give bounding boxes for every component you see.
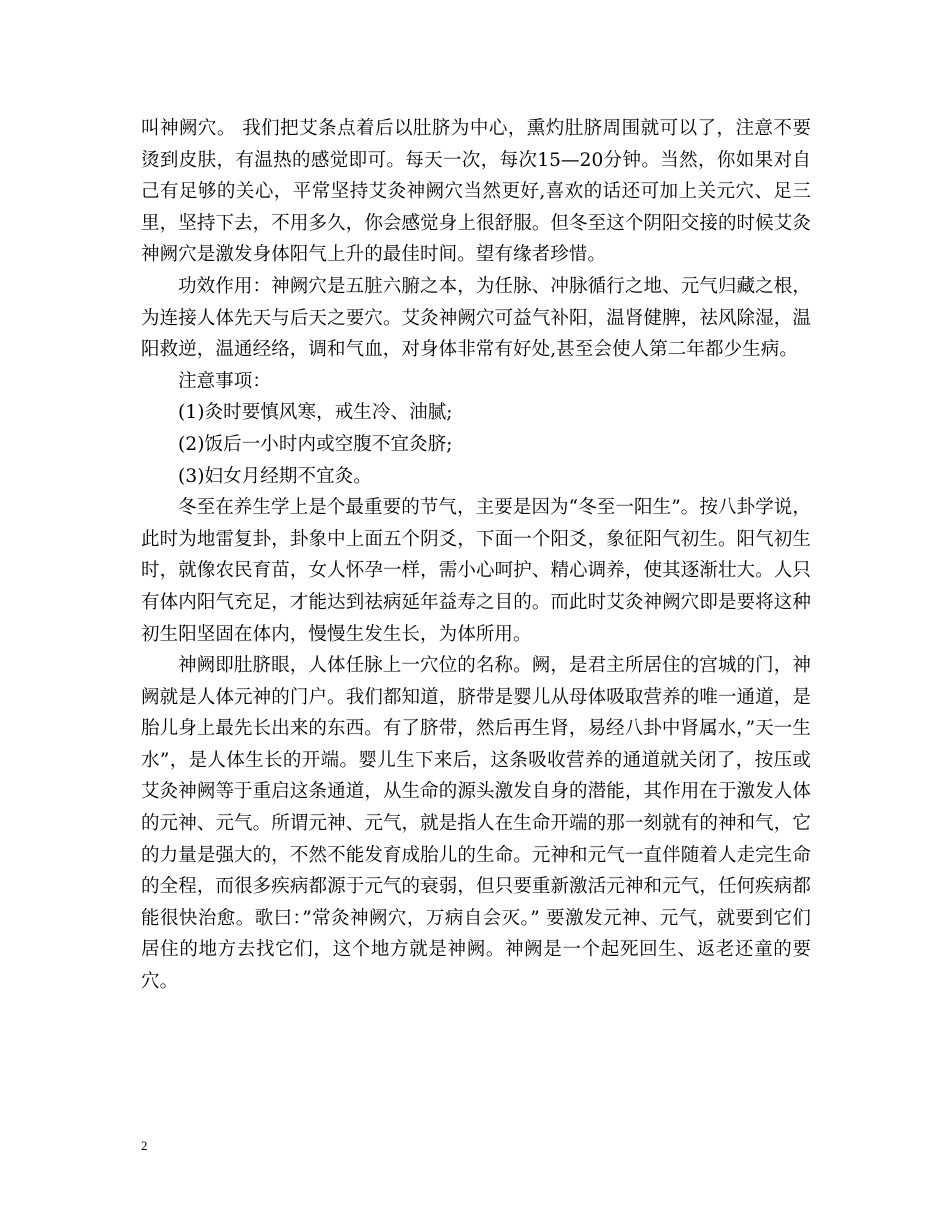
paragraph-shenque-explanation: 神阙即肚脐眼，人体任脉上一穴位的名称。阙，是君主所居住的宫城的门，神阙就是人体元神的门户。我们都知道，脐带是婴儿从母体吸取营养的唯一通道，是胎儿身上最先长出来的东西。有了脐带，然后再生肾，易经八卦中肾属水，”天一生水”，是人体生长的开端。婴儿生下来后，这条吸收营养的通道就关闭了，按压或艾灸神阙等于重启这条通道，从生命的源头激发自身的潜能，其作用在于激发人体的元神、元气。所谓元神、元气，就是指人在生命开端的那一刻就有的神和气，它的力量是强大的，不然不能发育成胎儿的生命。元神和元气一直伴随着人走完生命的全程，而很多疾病都源于元气的衰弱，但只要重新激活元神和元气，任何疾病都能很快治愈。歌曰：”常灸神阙穴，万病自会灭。” 要激发元神、元气，就要到它们居住的地方去找它们，这个地方就是神阙。神阙是一个起死回生、返老还童的要穴。	[141, 655, 811, 993]
paragraph-precaution-1: (1)灸时要慎风寒，戒生冷、油腻;	[178, 402, 453, 424]
paragraph-precaution-2: (2)饭后一小时内或空腹不宜灸脐;	[178, 433, 453, 455]
page-number: 2	[141, 1138, 148, 1153]
paragraph-precautions-heading: 注意事项：	[178, 370, 272, 392]
paragraph-effects: 功效作用：神阙穴是五脏六腑之本，为任脉、冲脉循行之地、元气归藏之根，为连接人体先天与后天之要穴。艾灸神阙穴可益气补阳，温肾健脾，祛风除湿，温阳救逆，温通经络，调和气血，对身体非常有好处,甚至会使人第二年都少生病。	[141, 275, 811, 361]
paragraph-winter-solstice: 冬至在养生学上是个最重要的节气，主要是因为“冬至一阳生”。按八卦学说，此时为地雷复卦，卦象中上面五个阴爻，下面一个阳爻，象征阳气初生。阳气初生时，就像农民育苗，女人怀孕一样，需小心呵护、精心调养，使其逐渐壮大。人只有体内阳气充足，才能达到祛病延年益寿之目的。而此时艾灸神阙穴即是要将这种初生阳坚固在体内，慢慢生发生长，为体所用。	[141, 497, 811, 645]
paragraph-precaution-3: (3)妇女月经期不宜灸。	[178, 465, 372, 487]
document-body	[141, 113, 811, 998]
paragraph-moxibustion-method: 叫神阙穴。 我们把艾条点着后以肚脐为中心，熏灼肚脐周围就可以了，注意不要烫到皮肤，有温热的感觉即可。每天一次，每次15—20分钟。当然，你如果对自己有足够的关心，平常坚持艾灸神阙穴当然更好,喜欢的话还可加上关元穴、足三里，坚持下去，不用多久，你会感觉身上很舒服。但冬至这个阴阳交接的时候艾灸神阙穴是激发身体阳气上升的最佳时间。望有缘者珍惜。	[141, 118, 811, 266]
